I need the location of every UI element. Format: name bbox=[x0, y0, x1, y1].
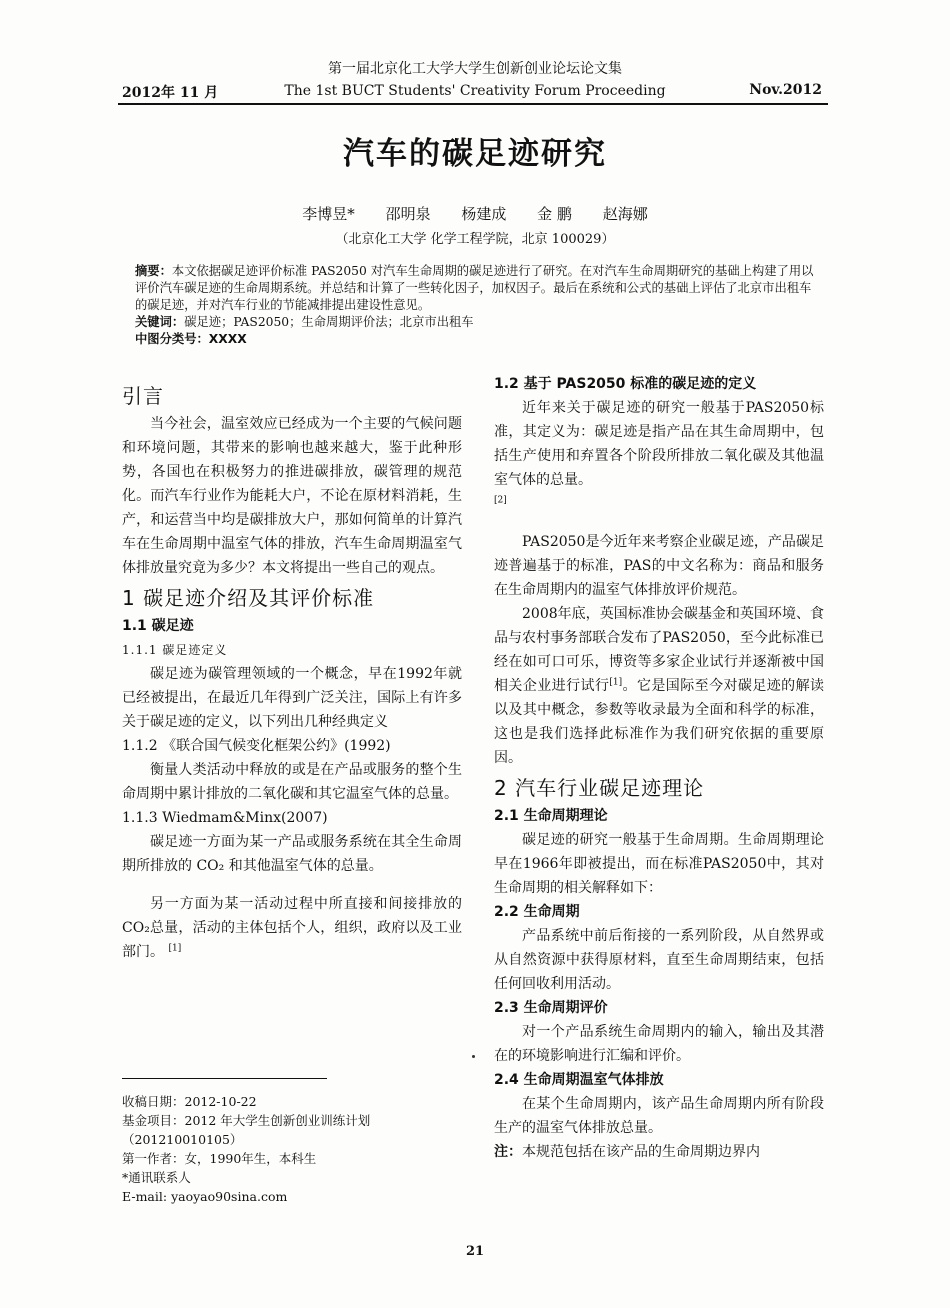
header-proceeding-cn: 第一届北京化工大学大学生创新创业论坛论文集 bbox=[328, 61, 622, 77]
footnote-fund: 基金项目：2012 年大学生创新创业训练计划（201210010105） bbox=[122, 1113, 371, 1147]
author: 杨建成 bbox=[461, 205, 507, 223]
abstract-block bbox=[135, 263, 815, 348]
section-1-1-3-paragraph-2 bbox=[122, 892, 462, 964]
note-label: 注： bbox=[494, 1144, 522, 1160]
section-1-1-3-heading: 1.1.3 Wiedmam&Minx(2007) bbox=[122, 810, 328, 826]
paragraph-text: 2008年底，英国标准协会碳基金和英国环境、食品与农村事务部联合发布了PAS2050，至今此标准已经在如可口可乐，博资等多家企业试行并逐渐被中国相关企业进行试行 bbox=[494, 606, 824, 694]
section-1-2-paragraph-2: PAS2050是今近年来考察企业碳足迹，产品碳足迹普遍基于的标准，PAS的中文名称为：商品和服务在生命周期内的温室气体排放评价规范。 bbox=[494, 534, 824, 598]
header-rule bbox=[118, 103, 828, 105]
footnote-rule bbox=[122, 1078, 327, 1079]
speck bbox=[472, 1055, 475, 1058]
section-2-1-heading: 2.1 生命周期理论 bbox=[494, 808, 608, 824]
note-text: 本规范包括在该产品的生命周期边界内 bbox=[522, 1144, 760, 1160]
paragraph-text: 近年来关于碳足迹的研究一般基于PAS2050标准，其定义为：碳足迹是指产品在其生命周期中，包括生产使用和弃置各个阶段所排放二氧化碳及其他温室气体的总量。 bbox=[494, 400, 824, 488]
section-2-2-heading: 2.2 生命周期 bbox=[494, 904, 580, 920]
section-1-1-2-heading: 1.1.2 《联合国气候变化框架公约》(1992) bbox=[122, 738, 391, 754]
section-2-3-heading: 2.3 生命周期评价 bbox=[494, 1000, 608, 1016]
author-list bbox=[0, 203, 950, 224]
footnote-contact: *通讯联系人 bbox=[122, 1170, 191, 1185]
author: 邵明泉 bbox=[385, 205, 431, 223]
section-2-4-heading: 2.4 生命周期温室气体排放 bbox=[494, 1072, 664, 1088]
citation: [1] bbox=[168, 943, 182, 954]
clc-number bbox=[135, 331, 815, 348]
page-number: 21 bbox=[465, 1244, 485, 1259]
section-1-heading: 1 碳足迹介绍及其评价标准 bbox=[122, 586, 375, 610]
intro-paragraph: 当今社会，温室效应已经成为一个主要的气候问题和环境问题，其带来的影响也越来越大，鉴于此种形势，各国也在积极努力的推进碳排放，碳管理的规范化。而汽车行业作为能耗大户，不论在原材料消耗，生产，和运营当中均是碳排放大户，那如何简单的计算汽车在生命周期中温室气体的排放，汽车生命周期温室气体排放量究竟为多少？本文将提出一些自己的观点。 bbox=[122, 416, 462, 576]
clc-label: 中图分类号： bbox=[135, 332, 209, 346]
abstract-label: 摘要： bbox=[135, 264, 172, 278]
note bbox=[494, 1140, 824, 1164]
citation: [1] bbox=[609, 677, 623, 688]
section-2-heading: 2 汽车行业碳足迹理论 bbox=[494, 776, 705, 800]
intro-heading: 引言 bbox=[122, 384, 164, 408]
section-2-1-paragraph: 碳足迹的研究一般基于生命周期。生命周期理论早在1966年即被提出，而在标准PAS2050中，其对生命周期的相关解释如下： bbox=[494, 832, 824, 896]
section-1-2-heading: 1.2 基于 PAS2050 标准的碳足迹的定义 bbox=[494, 376, 757, 392]
author: 李博昱* bbox=[302, 205, 355, 223]
affiliation: （北京化工大学 化学工程学院，北京 100029） bbox=[335, 232, 615, 247]
section-1-1-1-heading: 1.1.1 碳足迹定义 bbox=[122, 643, 228, 657]
author: 赵海娜 bbox=[602, 205, 648, 223]
section-2-2-paragraph: 产品系统中前后衔接的一系列阶段，从自然界或从自然资源中获得原材料，直至生命周期结束，包括任何回收利用活动。 bbox=[494, 928, 824, 992]
section-2-4-paragraph: 在某个生命周期内，该产品生命周期内所有阶段生产的温室气体排放总量。 bbox=[494, 1096, 824, 1136]
header-proceeding-en: The 1st BUCT Students' Creativity Forum Proceeding bbox=[284, 83, 666, 99]
citation: [2] bbox=[494, 495, 507, 506]
paper-title: 汽车的碳足迹研究 bbox=[343, 136, 607, 172]
keywords-text: 碳足迹；PAS2050；生命周期评价法；北京市出租车 bbox=[184, 315, 474, 329]
keywords-label: 关键词： bbox=[135, 315, 185, 329]
abstract bbox=[135, 263, 815, 314]
header-date-en: Nov.2012 bbox=[749, 82, 822, 98]
clc-value: XXXX bbox=[208, 332, 247, 346]
footnote-block bbox=[122, 1092, 467, 1206]
section-2-3-paragraph: 对一个产品系统生命周期内的输入，输出及其潜在的环境影响进行汇编和评价。 bbox=[494, 1024, 824, 1064]
footnote-email: E-mail: yaoyao90sina.com bbox=[122, 1189, 288, 1204]
footnote-first-author: 第一作者：女，1990年生，本科生 bbox=[122, 1151, 317, 1166]
footnote-received: 收稿日期：2012-10-22 bbox=[122, 1094, 257, 1109]
section-1-2-paragraph-1 bbox=[494, 396, 824, 516]
header-date-cn: 2012年 11 月 bbox=[122, 85, 219, 101]
section-1-1-heading: 1.1 碳足迹 bbox=[122, 618, 194, 634]
left-column bbox=[122, 378, 462, 964]
section-1-1-1-paragraph: 碳足迹为碳管理领域的一个概念，早在1992年就已经被提出，在最近几年得到广泛关注，国际上有许多关于碳足迹的定义，以下列出几种经典定义 bbox=[122, 666, 462, 730]
section-1-1-3-paragraph: 碳足迹一方面为某一产品或服务系统在其全生命周期所排放的 CO₂ 和其他温室气体的总量。 bbox=[122, 834, 462, 874]
paragraph-text: 另一方面为某一活动过程中所直接和间接排放的CO₂总量，活动的主体包括个人，组织，政府以及工业部门。 bbox=[122, 896, 462, 960]
section-1-1-2-paragraph: 衡量人类活动中释放的或是在产品或服务的整个生命周期中累计排放的二氧化碳和其它温室气体的总量。 bbox=[122, 762, 462, 802]
section-1-2-paragraph-3 bbox=[494, 602, 824, 770]
author: 金 鹏 bbox=[537, 205, 572, 223]
right-column bbox=[494, 372, 824, 1164]
keywords bbox=[135, 314, 815, 331]
paragraph-text: 。它是国际至今对碳足迹的解读以及其中概念，参数等收录最为全面和科学的标准，这也是我们选择此标准作为我们研究依据的重要原因。 bbox=[494, 678, 825, 766]
abstract-text: 本文依据碳足迹评价标准 PAS2050 对汽车生命周期的碳足迹进行了研究。在对汽车生命周期研究的基础上构建了用以评价汽车碳足迹的生命周期系统。并总结和计算了一些转化因子，加权因子。最后在系统和公式的基础上评估了北京市出租车的碳足迹，并对汽车行业的节能减排提出建设性意见。 bbox=[135, 264, 814, 312]
